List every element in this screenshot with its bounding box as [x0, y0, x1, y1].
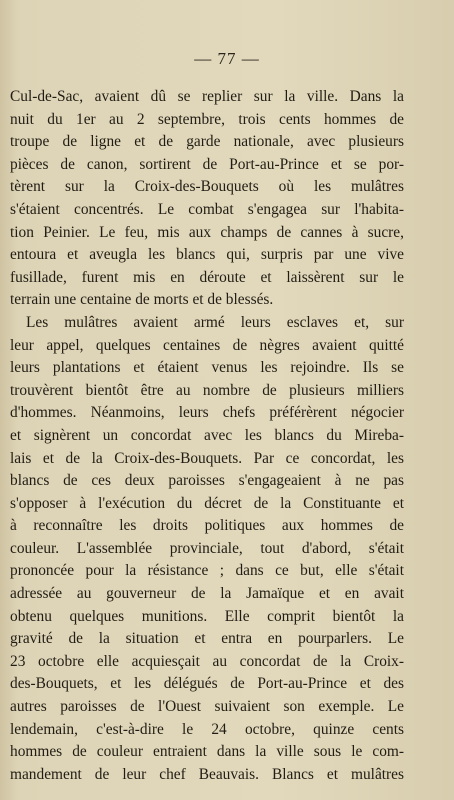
text-line: fusillade, furent mis en déroute et laissèrent sur le [10, 268, 404, 286]
text-line: leurs plantations et étaient venus les rejoindre. Ils se [10, 359, 404, 377]
text-line: adressée au gouverneur de la Jamaïque et en avait [10, 585, 404, 603]
text-line: et signèrent un concordat avec les blancs du Mireba- [10, 426, 404, 444]
text-line: s'opposer à l'exécution du décret de la Constituante et [10, 494, 404, 512]
text-line: d'hommes. Néanmoins, leurs chefs préférèrent négocier [10, 404, 404, 422]
paragraph-1 [10, 86, 404, 312]
text-line: Cul-de-Sac, avaient dû se replier sur la ville. Dans la [10, 88, 404, 105]
text-line: à reconnaître les droits politiques aux hommes de [10, 517, 404, 535]
text-line: prononcée pour la résistance ; dans ce but, elle s'était [10, 562, 404, 580]
text-line: entoura et aveugla les blancs qui, surpris par une vive [10, 246, 404, 264]
text-line: autres paroisses de l'Ouest suivaient son exemple. Le [10, 698, 404, 716]
text-line: lais et de la Croix-des-Bouquets. Par ce concordat, les [10, 449, 404, 467]
text-line: gravité de la situation et entra en pourparlers. Le [10, 630, 404, 648]
text-line: hommes de couleur entraient dans la ville sous le com- [10, 743, 404, 761]
text-line: tion Peinier. Le feu, mis aux champs de cannes à sucre, [10, 223, 404, 241]
paragraph-2 [10, 312, 404, 786]
text-line: blancs de ces deux paroisses s'engageaient à ne pas [10, 472, 404, 490]
text-line: nuit du 1er au 2 septembre, trois cents hommes de [10, 110, 404, 128]
text-line: obtenu quelques munitions. Elle comprit bientôt la [10, 607, 404, 625]
text-line: terrain une centaine de morts et de blessés. [10, 291, 274, 309]
text-line: pièces de canon, sortirent de Port-au-Prince et se por- [10, 155, 404, 173]
page-number: — 77 — [194, 49, 260, 68]
text-line: tèrent sur la Croix-des-Bouquets où les mulâtres [10, 178, 404, 196]
text-line: Les mulâtres avaient armé leurs esclaves et, sur [26, 313, 404, 331]
text-line: leur appel, quelques centaines de nègres avaient quitté [10, 336, 404, 354]
text-line: mandement de leur chef Beauvais. Blancs et mulâtres [10, 765, 404, 783]
text-line: s'étaient concentrés. Le combat s'engagea sur l'habita- [10, 200, 404, 218]
text-line: trouvèrent bientôt être au nombre de plusieurs milliers [10, 381, 404, 399]
text-line: 23 octobre elle acquiesçait au concordat de la Croix- [10, 652, 404, 670]
text-line: troupe de ligne et de garde nationale, avec plusieurs [10, 133, 404, 151]
text-line: couleur. L'assemblée provinciale, tout d'abord, s'était [10, 539, 404, 557]
text-line: lendemain, c'est-à-dire le 24 octobre, quinze cents [10, 720, 404, 738]
body-text [10, 86, 404, 786]
text-line: des-Bouquets, et les délégués de Port-au-Prince et des [10, 675, 404, 693]
